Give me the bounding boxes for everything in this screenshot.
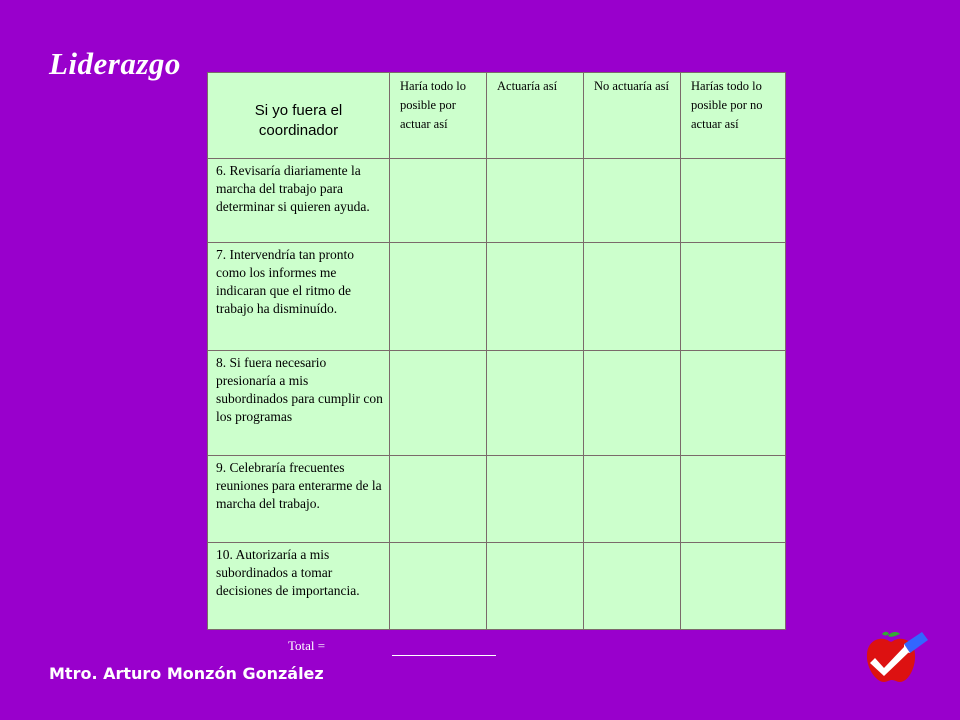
answer-cell[interactable]	[390, 159, 487, 243]
answer-cell[interactable]	[681, 543, 786, 630]
header-option-label: Actuaría así	[497, 79, 558, 93]
table-row	[208, 351, 786, 456]
survey-table	[207, 72, 786, 630]
answer-cell[interactable]	[390, 543, 487, 630]
header-option-cell	[584, 73, 681, 159]
answer-cell[interactable]	[487, 243, 584, 351]
answer-cell[interactable]	[681, 243, 786, 351]
answer-cell[interactable]	[584, 243, 681, 351]
question-cell	[208, 351, 390, 456]
answer-cell[interactable]	[681, 159, 786, 243]
question-text: 7. Intervendría tan pronto como los informes me indicaran que el ritmo de trabajo ha disminuído.	[216, 247, 354, 316]
question-text: 9. Celebraría frecuentes reuniones para enterarme de la marcha del trabajo.	[216, 460, 382, 511]
answer-cell[interactable]	[487, 456, 584, 543]
header-option-label: Harías todo lo posible por no actuar así	[691, 79, 763, 131]
apple-check-icon	[860, 630, 930, 690]
question-text: 8. Si fuera necesario presionaría a mis subordinados para cumplir con los programas	[216, 355, 383, 424]
question-cell	[208, 159, 390, 243]
answer-cell[interactable]	[681, 456, 786, 543]
answer-cell[interactable]	[681, 351, 786, 456]
answer-cell[interactable]	[390, 351, 487, 456]
table-row	[208, 159, 786, 243]
header-main-cell	[208, 73, 390, 159]
answer-cell[interactable]	[487, 159, 584, 243]
author-name: Mtro. Arturo Monzón González	[49, 664, 324, 683]
header-option-label: No actuaría así	[594, 79, 669, 93]
table-row	[208, 456, 786, 543]
answer-cell[interactable]	[487, 351, 584, 456]
slide-title: Liderazgo	[49, 46, 181, 81]
answer-cell[interactable]	[487, 543, 584, 630]
answer-cell[interactable]	[584, 159, 681, 243]
header-option-label: Haría todo lo posible por actuar así	[400, 79, 466, 131]
answer-cell[interactable]	[584, 351, 681, 456]
answer-cell[interactable]	[390, 243, 487, 351]
answer-cell[interactable]	[584, 543, 681, 630]
total-label: Total =	[288, 638, 326, 653]
header-option-cell	[681, 73, 786, 159]
total-blank-line[interactable]	[392, 655, 496, 656]
header-option-cell	[487, 73, 584, 159]
header-main-label: Si yo fuera el coordinador	[254, 101, 343, 139]
answer-cell[interactable]	[584, 456, 681, 543]
question-text: 6. Revisaría diariamente la marcha del trabajo para determinar si quieren ayuda.	[216, 163, 370, 214]
question-cell	[208, 243, 390, 351]
question-text: 10. Autorizaría a mis subordinados a tomar decisiones de importancia.	[216, 547, 360, 598]
question-cell	[208, 456, 390, 543]
question-cell	[208, 543, 390, 630]
table-header-row	[208, 73, 786, 159]
table-row	[208, 543, 786, 630]
header-option-cell	[390, 73, 487, 159]
table-row	[208, 243, 786, 351]
answer-cell[interactable]	[390, 456, 487, 543]
